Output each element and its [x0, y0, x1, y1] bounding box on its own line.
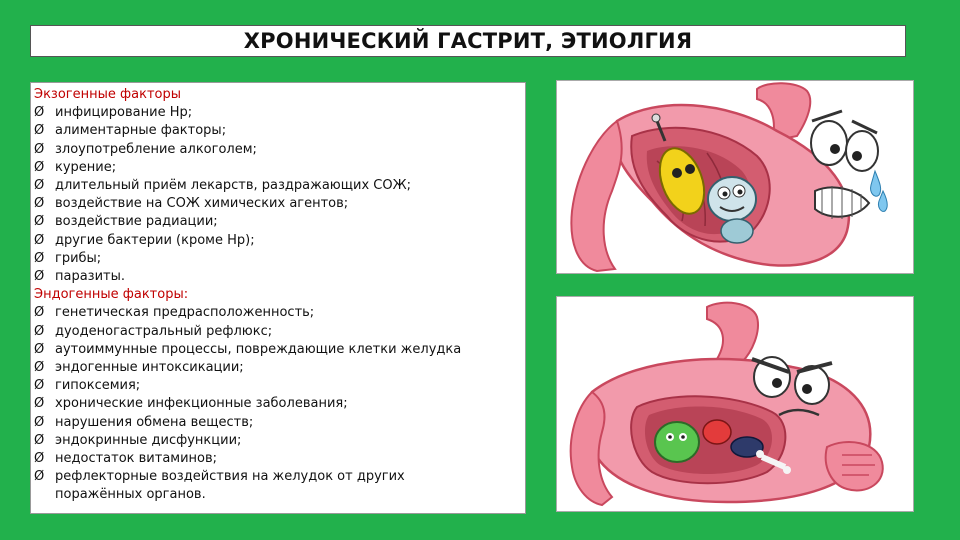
list-item: Ø воздействие на СОЖ химических агентов;	[34, 195, 525, 213]
list-item: Ø гипоксемия;	[34, 377, 525, 395]
page-title: ХРОНИЧЕСКИЙ ГАСТРИТ, ЭТИОЛГИЯ	[243, 29, 693, 53]
list-item: Ø нарушения обмена веществ;	[34, 414, 525, 432]
bullet-arrow-icon: Ø	[34, 178, 45, 194]
bullet-arrow-icon: Ø	[34, 341, 45, 357]
list-item: Ø паразиты.	[34, 268, 525, 286]
list-item: Ø недостаток витаминов;	[34, 450, 525, 468]
list-item: Ø другие бактерии (кроме Нр);	[34, 232, 525, 250]
bullet-arrow-icon: Ø	[34, 196, 45, 212]
list-item: Ø инфицирование Нр;	[34, 104, 525, 122]
exogenous-list	[34, 104, 525, 286]
bullet-arrow-icon: Ø	[34, 414, 45, 430]
bullet-arrow-icon: Ø	[34, 451, 45, 467]
endogenous-list	[34, 304, 525, 504]
bullet-arrow-icon: Ø	[34, 232, 45, 248]
endogenous-heading: Эндогенные факторы:	[34, 287, 189, 303]
list-item: Ø рефлекторные воздействия на желудок от других	[34, 468, 525, 486]
bullet-arrow-icon: Ø	[34, 432, 45, 448]
bullet-arrow-icon: Ø	[34, 269, 45, 285]
list-item: Ø злоупотребление алкоголем;	[34, 141, 525, 159]
list-item: Ø алиментарные факторы;	[34, 122, 525, 140]
list-item: Ø хронические инфекционные заболевания;	[34, 395, 525, 413]
bullet-arrow-icon: Ø	[34, 305, 45, 321]
list-item: Ø аутоиммунные процессы, повреждающие клетки желудка	[34, 341, 525, 359]
title-box	[30, 25, 906, 57]
bullet-arrow-icon: Ø	[34, 123, 45, 139]
bullet-arrow-icon: Ø	[34, 469, 45, 485]
list-item: Ø воздействие радиации;	[34, 213, 525, 231]
list-item: Ø грибы;	[34, 250, 525, 268]
bullet-arrow-icon: Ø	[34, 250, 45, 266]
bullet-arrow-icon: Ø	[34, 141, 45, 157]
angry-stomach-illustration	[556, 296, 914, 512]
bullet-arrow-icon: Ø	[34, 396, 45, 412]
list-item: Ø эндокринные дисфункции;	[34, 432, 525, 450]
list-item: Ø курение;	[34, 159, 525, 177]
list-item: поражённых органов.	[55, 487, 206, 503]
exogenous-heading: Экзогенные факторы	[34, 87, 181, 102]
crying-stomach-illustration	[556, 80, 914, 274]
etiology-text-panel	[30, 82, 526, 514]
bullet-arrow-icon: Ø	[34, 378, 45, 394]
list-item: Ø дуоденогастральный рефлюкс;	[34, 323, 525, 341]
bullet-arrow-icon: Ø	[34, 360, 45, 376]
angry-stomach-drawing	[557, 297, 913, 511]
list-item: Ø генетическая предрасположенность;	[34, 304, 525, 322]
list-item: Ø длительный приём лекарств, раздражающих СОЖ;	[34, 177, 525, 195]
bullet-arrow-icon: Ø	[34, 323, 45, 339]
bullet-arrow-icon: Ø	[34, 105, 45, 121]
bullet-arrow-icon: Ø	[34, 159, 45, 175]
list-item: Ø эндогенные интоксикации;	[34, 359, 525, 377]
crying-stomach-drawing	[557, 81, 913, 273]
bullet-arrow-icon: Ø	[34, 214, 45, 230]
